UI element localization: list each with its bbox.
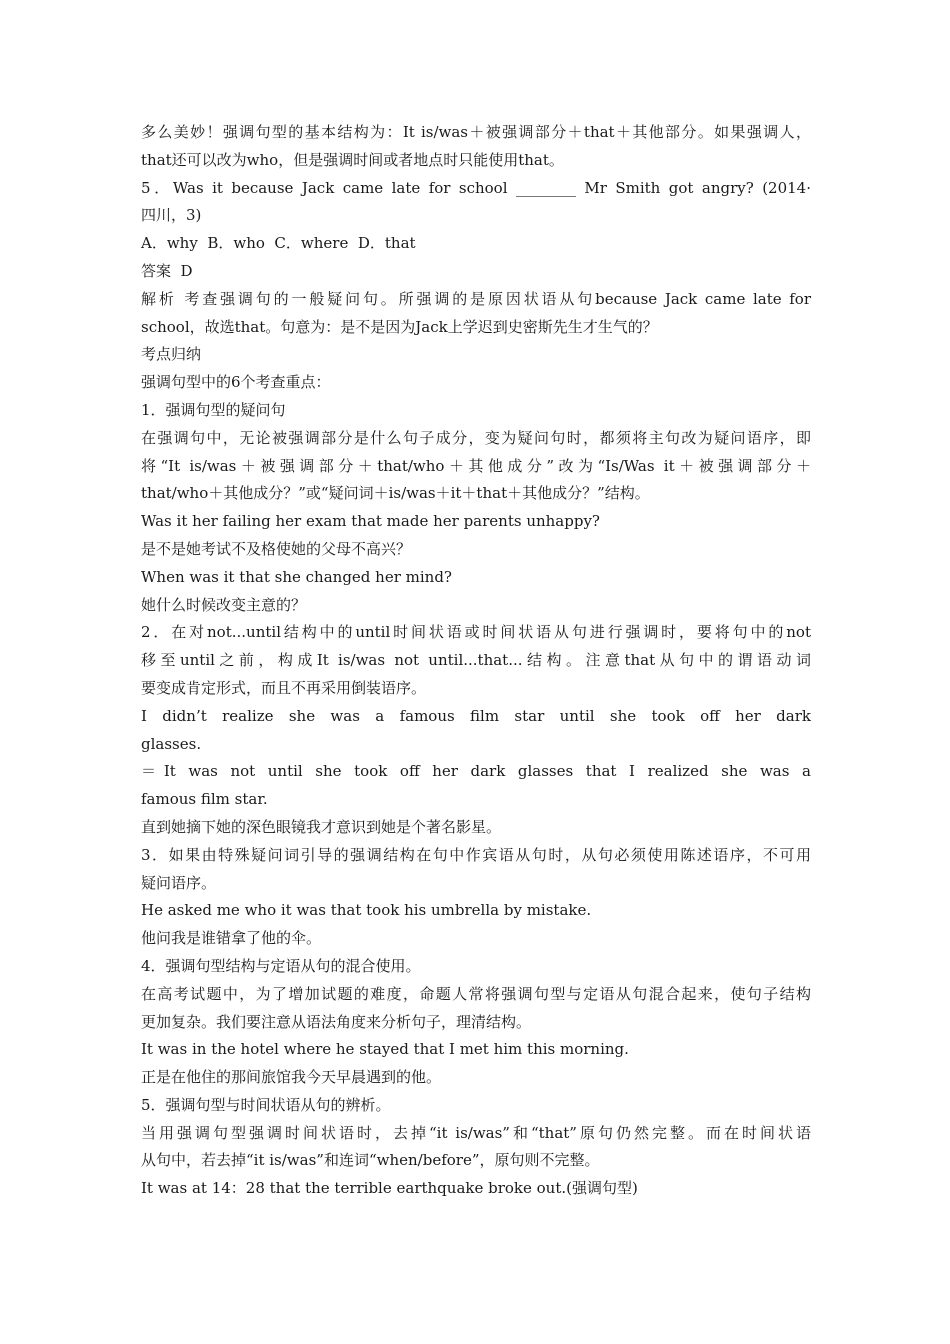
text-line: 疑问语序。 bbox=[141, 873, 217, 892]
example-translation: 是不是她考试不及格使她的父母不高兴？ bbox=[141, 539, 412, 558]
example-sentence: It was at 14：28 that the terrible earthquake broke out.(强调句型) bbox=[141, 1179, 638, 1198]
analysis-line: 解析 考查强调句的一般疑问句。所强调的是原因状语从句because Jack came late for bbox=[141, 289, 811, 308]
point-heading: 2．在对not...until结构中的until时间状语或时间状语从句进行强调时，要将句中的not bbox=[141, 623, 811, 642]
example-sentence: ＝It was not until she took off her dark glasses that I realized she was a bbox=[141, 762, 811, 781]
point-heading: 5．强调句型与时间状语从句的辨析。 bbox=[141, 1095, 391, 1114]
answer-line: 答案 D bbox=[141, 261, 193, 280]
document-body bbox=[141, 119, 811, 1203]
example-sentence: glasses. bbox=[141, 734, 202, 753]
example-sentence: famous film star. bbox=[141, 790, 268, 809]
analysis-line: school，故选that。句意为：是不是因为Jack上学迟到史密斯先生才生气的？ bbox=[141, 317, 658, 336]
section-heading: 考点归纳 bbox=[141, 345, 202, 364]
text-line: 将“It is/was＋被强调部分＋that/who＋其他成分”改为“Is/Was it＋被强调部分＋ bbox=[141, 456, 811, 475]
text-line: 要变成肯定形式，而且不再采用倒装语序。 bbox=[141, 678, 427, 697]
text-line: 当用强调句型强调时间状语时，去掉“it is/was”和“that”原句仍然完整。而在时间状语 bbox=[141, 1123, 811, 1142]
answer-options: A．why B．who C．where D．that bbox=[141, 234, 416, 253]
text-line: 更加复杂。我们要注意从语法角度来分析句子，理清结构。 bbox=[141, 1012, 532, 1031]
text-line: 在强调句中，无论被强调部分是什么句子成分，变为疑问句时，都须将主句改为疑问语序，即 bbox=[141, 428, 811, 447]
example-sentence: It was in the hotel where he stayed that I met him this morning. bbox=[141, 1040, 629, 1059]
text-line: 多么美妙！强调句型的基本结构为：It is/was＋被强调部分＋that＋其他部分。如果强调人， bbox=[141, 123, 811, 141]
example-translation: 正是在他住的那间旅馆我今天早晨遇到的他。 bbox=[141, 1068, 442, 1087]
point-heading: 4．强调句型结构与定语从句的混合使用。 bbox=[141, 956, 421, 975]
text-line: that/who＋其他成分？”或“疑问词＋is/was＋it＋that＋其他成分？”结构。 bbox=[141, 484, 650, 503]
text-line: 强调句型中的6个考查重点： bbox=[141, 373, 331, 392]
text-line: 移至until之前，构成It is/was not until...that...结构。注意that从句中的谓语动词 bbox=[141, 651, 811, 670]
point-heading: 3．如果由特殊疑问词引导的强调结构在句中作宾语从句时，从句必须使用陈述语序，不可用 bbox=[141, 845, 811, 864]
text-line: 从句中，若去掉“it is/was”和连词“when/before”，原句则不完整。 bbox=[141, 1151, 600, 1170]
point-heading: 1．强调句型的疑问句 bbox=[141, 400, 286, 419]
example-translation: 他问我是谁错拿了他的伞。 bbox=[141, 929, 322, 948]
question-line: 四川，3) bbox=[141, 206, 202, 225]
example-translation: 直到她摘下她的深色眼镜我才意识到她是个著名影星。 bbox=[141, 817, 502, 836]
example-translation: 她什么时候改变主意的？ bbox=[141, 595, 307, 614]
example-sentence: When was it that she changed her mind? bbox=[141, 567, 452, 586]
question-line: 5．Was it because Jack came late for school ________ Mr Smith got angry? (2014· bbox=[141, 178, 811, 197]
text-line: that还可以改为who，但是强调时间或者地点时只能使用that。 bbox=[141, 150, 564, 169]
example-sentence: Was it her failing her exam that made her parents unhappy? bbox=[141, 512, 600, 531]
text-line: 在高考试题中，为了增加试题的难度，命题人常将强调句型与定语从句混合起来，使句子结构 bbox=[141, 984, 811, 1003]
example-sentence: He asked me who it was that took his umbrella by mistake. bbox=[141, 901, 592, 920]
example-sentence: I didn’t realize she was a famous film star until she took off her dark bbox=[141, 706, 811, 725]
